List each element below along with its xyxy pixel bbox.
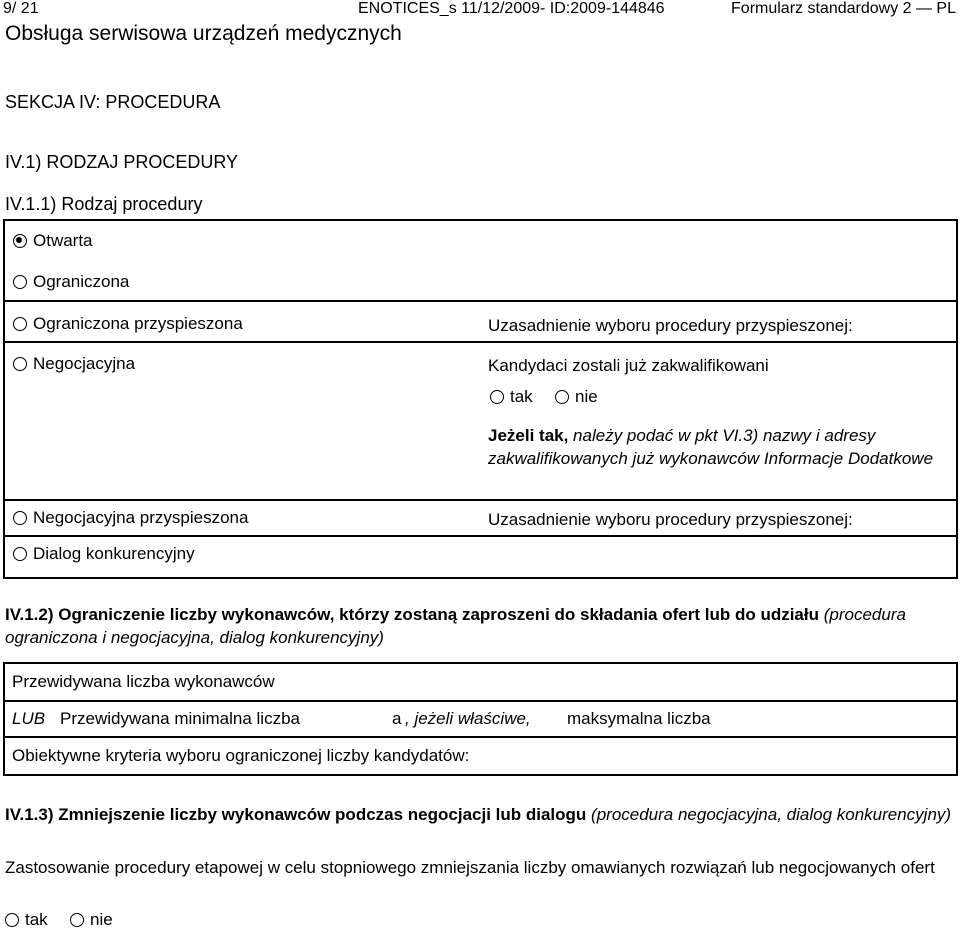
staged-no[interactable] xyxy=(70,910,113,930)
note-bold: Jeżeli tak, xyxy=(488,426,569,445)
option-ograniczona[interactable] xyxy=(13,272,129,292)
radio-selected-icon[interactable] xyxy=(13,234,27,248)
if-applicable-label: , jeżeli właściwe, xyxy=(405,709,531,728)
option-negocjacyjna-przyspieszona[interactable] xyxy=(13,508,248,528)
iv13-heading-bold: IV.1.3) Zmniejszenie liczby wykonawców podczas negocjacji lub dialogu xyxy=(5,805,587,824)
radio-icon[interactable] xyxy=(555,390,569,404)
iv12-heading xyxy=(5,603,955,649)
iv13-heading-note: (procedura negocjacyjna, dialog konkurencyjny) xyxy=(586,805,952,824)
iv12-heading-bold: IV.1.2) Ograniczenie liczby wykonawców, którzy zostaną zaproszeni do składania ofert lub do udziału xyxy=(5,605,819,624)
justification-label-1: Uzasadnienie wyboru procedury przyspieszonej: xyxy=(488,316,853,335)
option-label: Ograniczona przyspieszona xyxy=(33,314,243,333)
divider xyxy=(3,736,958,738)
option-label: Negocjacyjna xyxy=(33,354,136,373)
radio-icon[interactable] xyxy=(13,275,27,289)
radio-icon[interactable] xyxy=(5,913,19,927)
subsubsection-title: IV.1.1) Rodzaj procedury xyxy=(5,194,203,214)
form-name: Formularz standardowy 2 — PL xyxy=(731,0,956,17)
option-otwarta[interactable] xyxy=(13,231,93,251)
iv13-heading xyxy=(5,803,955,826)
radio-icon[interactable] xyxy=(490,390,504,404)
no-label: nie xyxy=(575,387,598,406)
document-id: ENOTICES_s 11/12/2009- ID:2009-144846 xyxy=(358,0,665,17)
qualified-note xyxy=(488,424,948,470)
divider xyxy=(3,341,958,343)
section-title: SEKCJA IV: PROCEDURA xyxy=(5,92,221,112)
radio-icon[interactable] xyxy=(13,547,27,561)
option-label: Dialog konkurencyjny xyxy=(33,544,195,563)
option-label: Otwarta xyxy=(33,231,93,250)
option-dialog[interactable] xyxy=(13,544,195,564)
option-ograniczona-przyspieszona[interactable] xyxy=(13,314,243,334)
option-negocjacyjna[interactable] xyxy=(13,354,135,374)
radio-icon[interactable] xyxy=(13,511,27,525)
no-label: nie xyxy=(90,910,113,929)
max-count-label: maksymalna liczba xyxy=(567,709,711,728)
divider xyxy=(3,700,958,702)
option-label: Negocjacyjna przyspieszona xyxy=(33,508,249,527)
divider xyxy=(3,535,958,537)
staged-yes[interactable] xyxy=(5,910,48,930)
option-label: Ograniczona xyxy=(33,272,130,291)
divider xyxy=(3,499,958,501)
iv12-heading-note: (procedura ograniczona i negocjacyjna, dialog konkurencyjny) xyxy=(5,605,906,647)
lub-label: LUB xyxy=(12,709,46,728)
yes-label: tak xyxy=(25,910,48,929)
justification-label-2: Uzasadnienie wyboru procedury przyspieszonej: xyxy=(488,510,853,529)
candidates-question: Kandydaci zostali już zakwalifikowani xyxy=(488,356,769,375)
candidates-no[interactable] xyxy=(555,387,598,407)
staged-procedure-text: Zastosowanie procedury etapowej w celu stopniowego zmniejszania liczby omawianych rozwiązań lub negocjowanych ofert xyxy=(5,858,935,877)
note-text: należy podać w pkt VI.3) nazwy i adresy zakwalifikowanych już wykonawców Informacje Dodatkowe xyxy=(488,426,934,468)
radio-icon[interactable] xyxy=(13,357,27,371)
page-number: 9/ 21 xyxy=(3,0,39,17)
and-label: a xyxy=(392,709,402,728)
criteria-label: Obiektywne kryteria wyboru ograniczonej liczby kandydatów: xyxy=(12,746,470,765)
document-title: Obsługa serwisowa urządzeń medycznych xyxy=(5,22,402,45)
subsection-title: IV.1) RODZAJ PROCEDURY xyxy=(5,152,239,172)
expected-count-label: Przewidywana liczba wykonawców xyxy=(12,672,275,691)
yes-label: tak xyxy=(510,387,533,406)
min-count-label: Przewidywana minimalna liczba xyxy=(60,709,300,728)
candidates-yes[interactable] xyxy=(490,387,533,407)
divider xyxy=(3,300,958,302)
radio-icon[interactable] xyxy=(70,913,84,927)
radio-icon[interactable] xyxy=(13,317,27,331)
